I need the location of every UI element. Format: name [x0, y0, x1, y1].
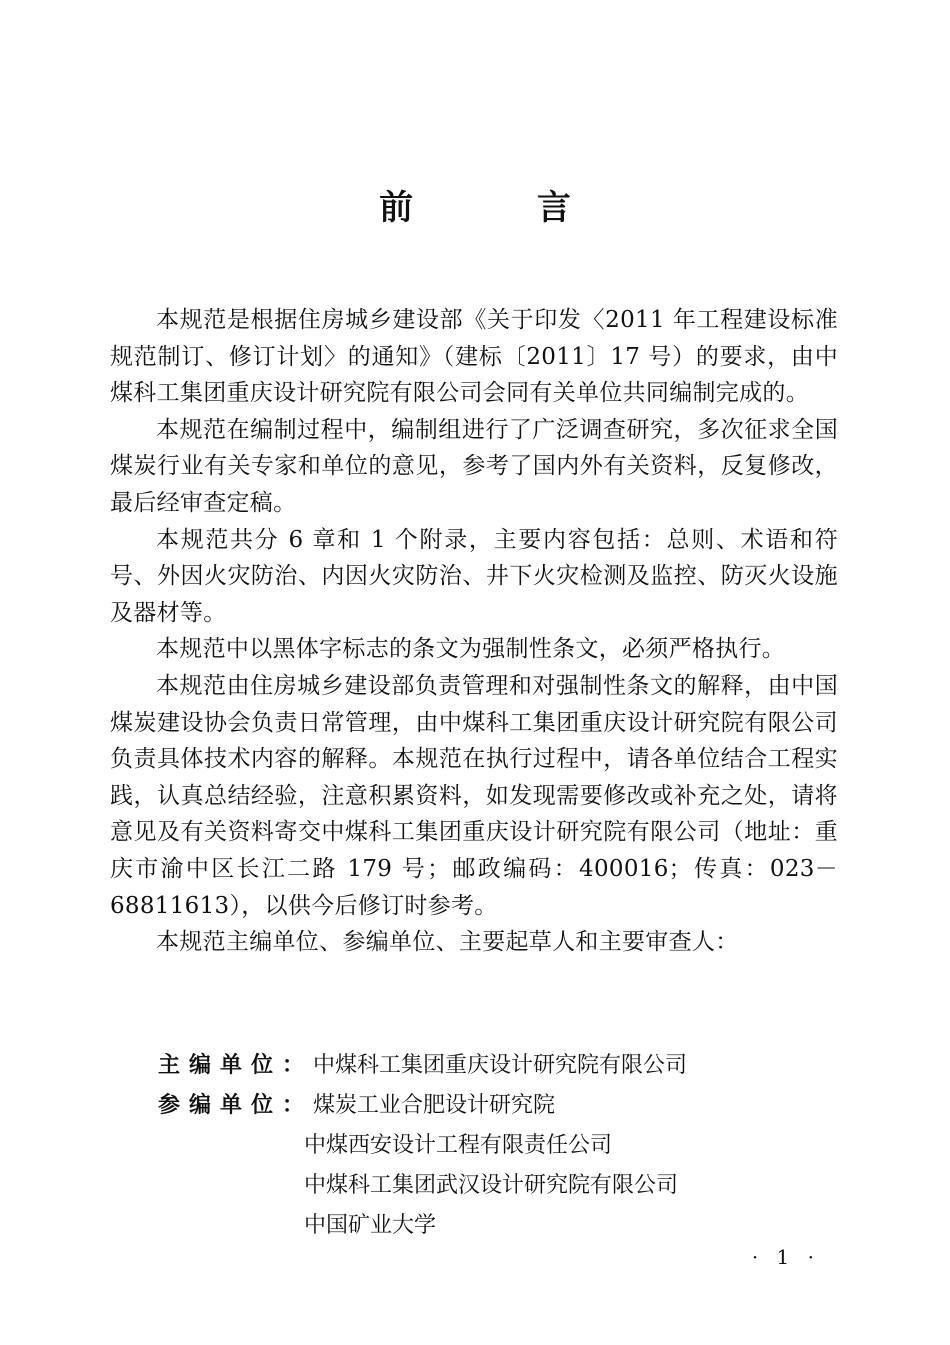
paragraph-5: 本规范由住房城乡建设部负责管理和对强制性条文的解释，由中国煤炭建设协会负责日常管理，由中煤科工集团重庆设计研究院有限公司负责具体技术内容的解释。本规范在执行过程中，请各单位结合工程实践，认真总结经验，注意积累资料，如发现需要修改或补充之处，请将意见及有关资料寄交中煤科工集团重庆设计研究院有限公司（地址：重庆市渝中区长江二路 179 号；邮政编码：400016；传真：023－68811613），以供今后修订时参考。 [110, 672, 838, 919]
paragraph-3: 本规范共分 6 章和 1 个附录，主要内容包括：总则、术语和符号、外因火灾防治、内因火灾防治、井下火灾检测及监控、防灭火设施及器材等。 [110, 526, 838, 626]
participant-label: 参编单位： [158, 1093, 314, 1118]
participant-3: 中煤科工集团武汉设计研究院有限公司 [304, 1173, 679, 1198]
paragraph-2: 本规范在编制过程中，编制组进行了广泛调查研究，多次征求全国煤炭行业有关专家和单位的意见，参考了国内外有关资料，反复修改，最后经审查定稿。 [110, 416, 838, 516]
chief-editor-label: 主编单位： [158, 1053, 314, 1078]
participant-4: 中国矿业大学 [304, 1213, 437, 1238]
participant-row [158, 1088, 555, 1119]
participant-1: 煤炭工业合肥设计研究院 [313, 1093, 556, 1118]
preface-body [110, 302, 838, 961]
participant-2: 中煤西安设计工程有限责任公司 [304, 1133, 613, 1158]
paragraph-6: 本规范主编单位、参编单位、主要起草人和主要审查人： [156, 929, 739, 956]
paragraph-1: 本规范是根据住房城乡建设部《关于印发〈2011 年工程建设标准规范制订、修订计划〉的通知》（建标〔2011〕17 号）的要求，由中煤科工集团重庆设计研究院有限公司会同有关单位共同编制完成的。 [110, 307, 838, 407]
page-number: · 1 · [751, 1245, 820, 1269]
page-title: 前 言 [379, 188, 627, 228]
paragraph-4: 本规范中以黑体字标志的条文为强制性条文，必须严格执行。 [156, 636, 786, 663]
chief-editor-row [158, 1048, 687, 1079]
chief-editor-value: 中煤科工集团重庆设计研究院有限公司 [313, 1053, 688, 1078]
